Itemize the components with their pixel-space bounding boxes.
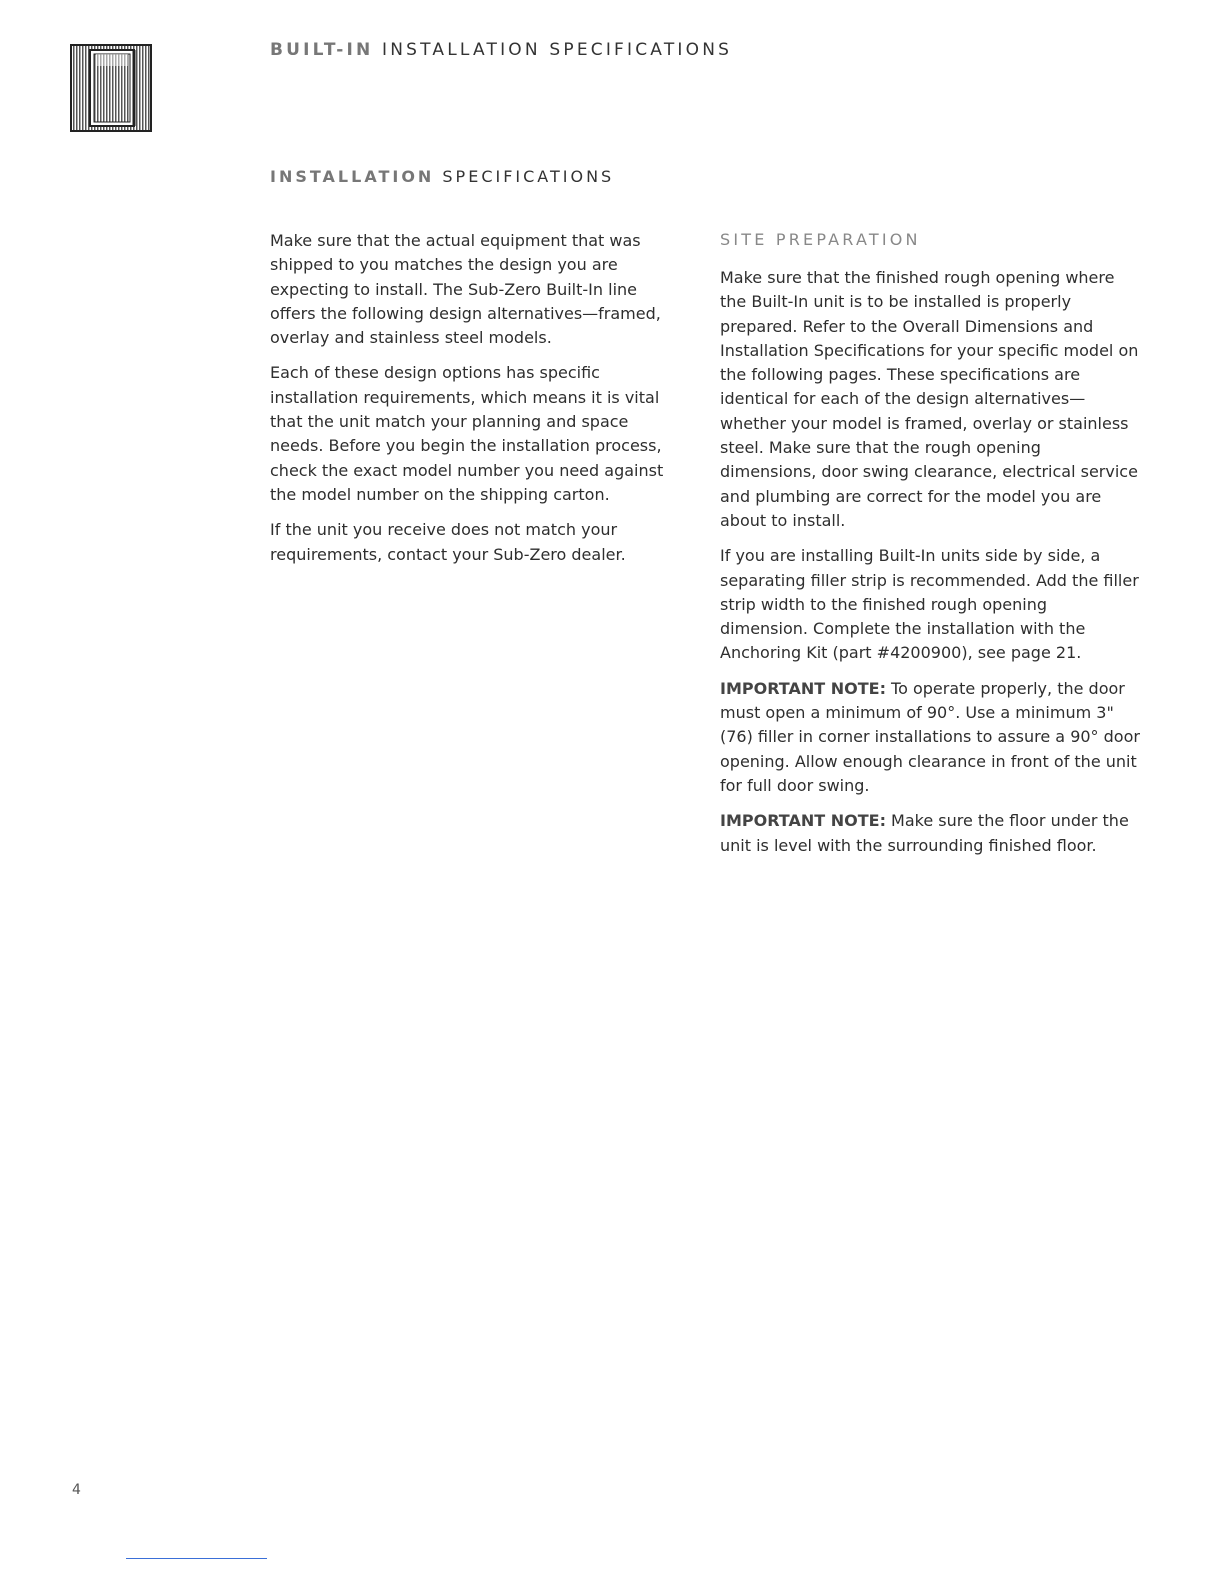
header-rest: INSTALLATION SPECIFICATIONS <box>373 40 733 60</box>
important-note-label: IMPORTANT NOTE: <box>720 678 886 698</box>
important-note-text: To operate properly, the door must open a minimum of 90°. Use a minimum 3" (76) filler in corner installations to assure a 90° door opening. Allow enough clearance in front of the unit for full door swing. <box>720 678 1140 795</box>
divider <box>126 1558 267 1559</box>
page-number: 4 <box>72 1482 81 1498</box>
left-paragraph-3: If the unit you receive does not match your requirements, contact your Sub-Zero dealer. <box>270 520 626 564</box>
important-note-2 <box>720 809 1140 858</box>
left-paragraph-1: Make sure that the actual equipment that was shipped to you matches the design you are expecting to install. The Sub-Zero Built-In line offers the following design alternatives—framed, overlay and stainless steel models. <box>270 231 661 348</box>
right-paragraph-2: If you are installing Built-In units side by side, a separating filler strip is recommended. Add the filler strip width to the finished rough opening dimension. Complete the installation with the Anchoring Kit (part #4200900), see page 21. <box>720 546 1139 663</box>
important-note-label: IMPORTANT NOTE: <box>720 811 886 831</box>
section-title-bold: INSTALLATION <box>270 167 435 186</box>
page-header <box>270 40 732 60</box>
important-note-text: Make sure the floor under the unit is level with the surrounding finished floor. <box>720 811 1129 855</box>
right-column <box>720 266 1140 869</box>
site-preparation-heading: SITE PREPARATION <box>720 230 921 249</box>
built-in-refrigerator-icon <box>70 44 152 132</box>
header-bold: BUILT-IN <box>270 40 374 60</box>
left-paragraph-2: Each of these design options has specific installation requirements, which means it is vital that the unit match your planning and space needs. Before you begin the installation process, check the exact model number you need against the model number on the shipping carton. <box>270 363 664 504</box>
important-note-1 <box>720 677 1140 798</box>
section-title-rest: SPECIFICATIONS <box>434 167 615 186</box>
left-column <box>270 229 675 578</box>
right-paragraph-1: Make sure that the finished rough opening where the Built-In unit is to be installed is properly prepared. Refer to the Overall Dimensions and Installation Specifications for your specific model on the following pages. These specifications are identical for each of the design alternatives—whether your model is framed, overlay or stainless steel. Make sure that the rough opening dimensions, door swing clearance, electrical service and plumbing are correct for the model you are about to install. <box>720 268 1139 530</box>
section-title <box>270 167 614 186</box>
